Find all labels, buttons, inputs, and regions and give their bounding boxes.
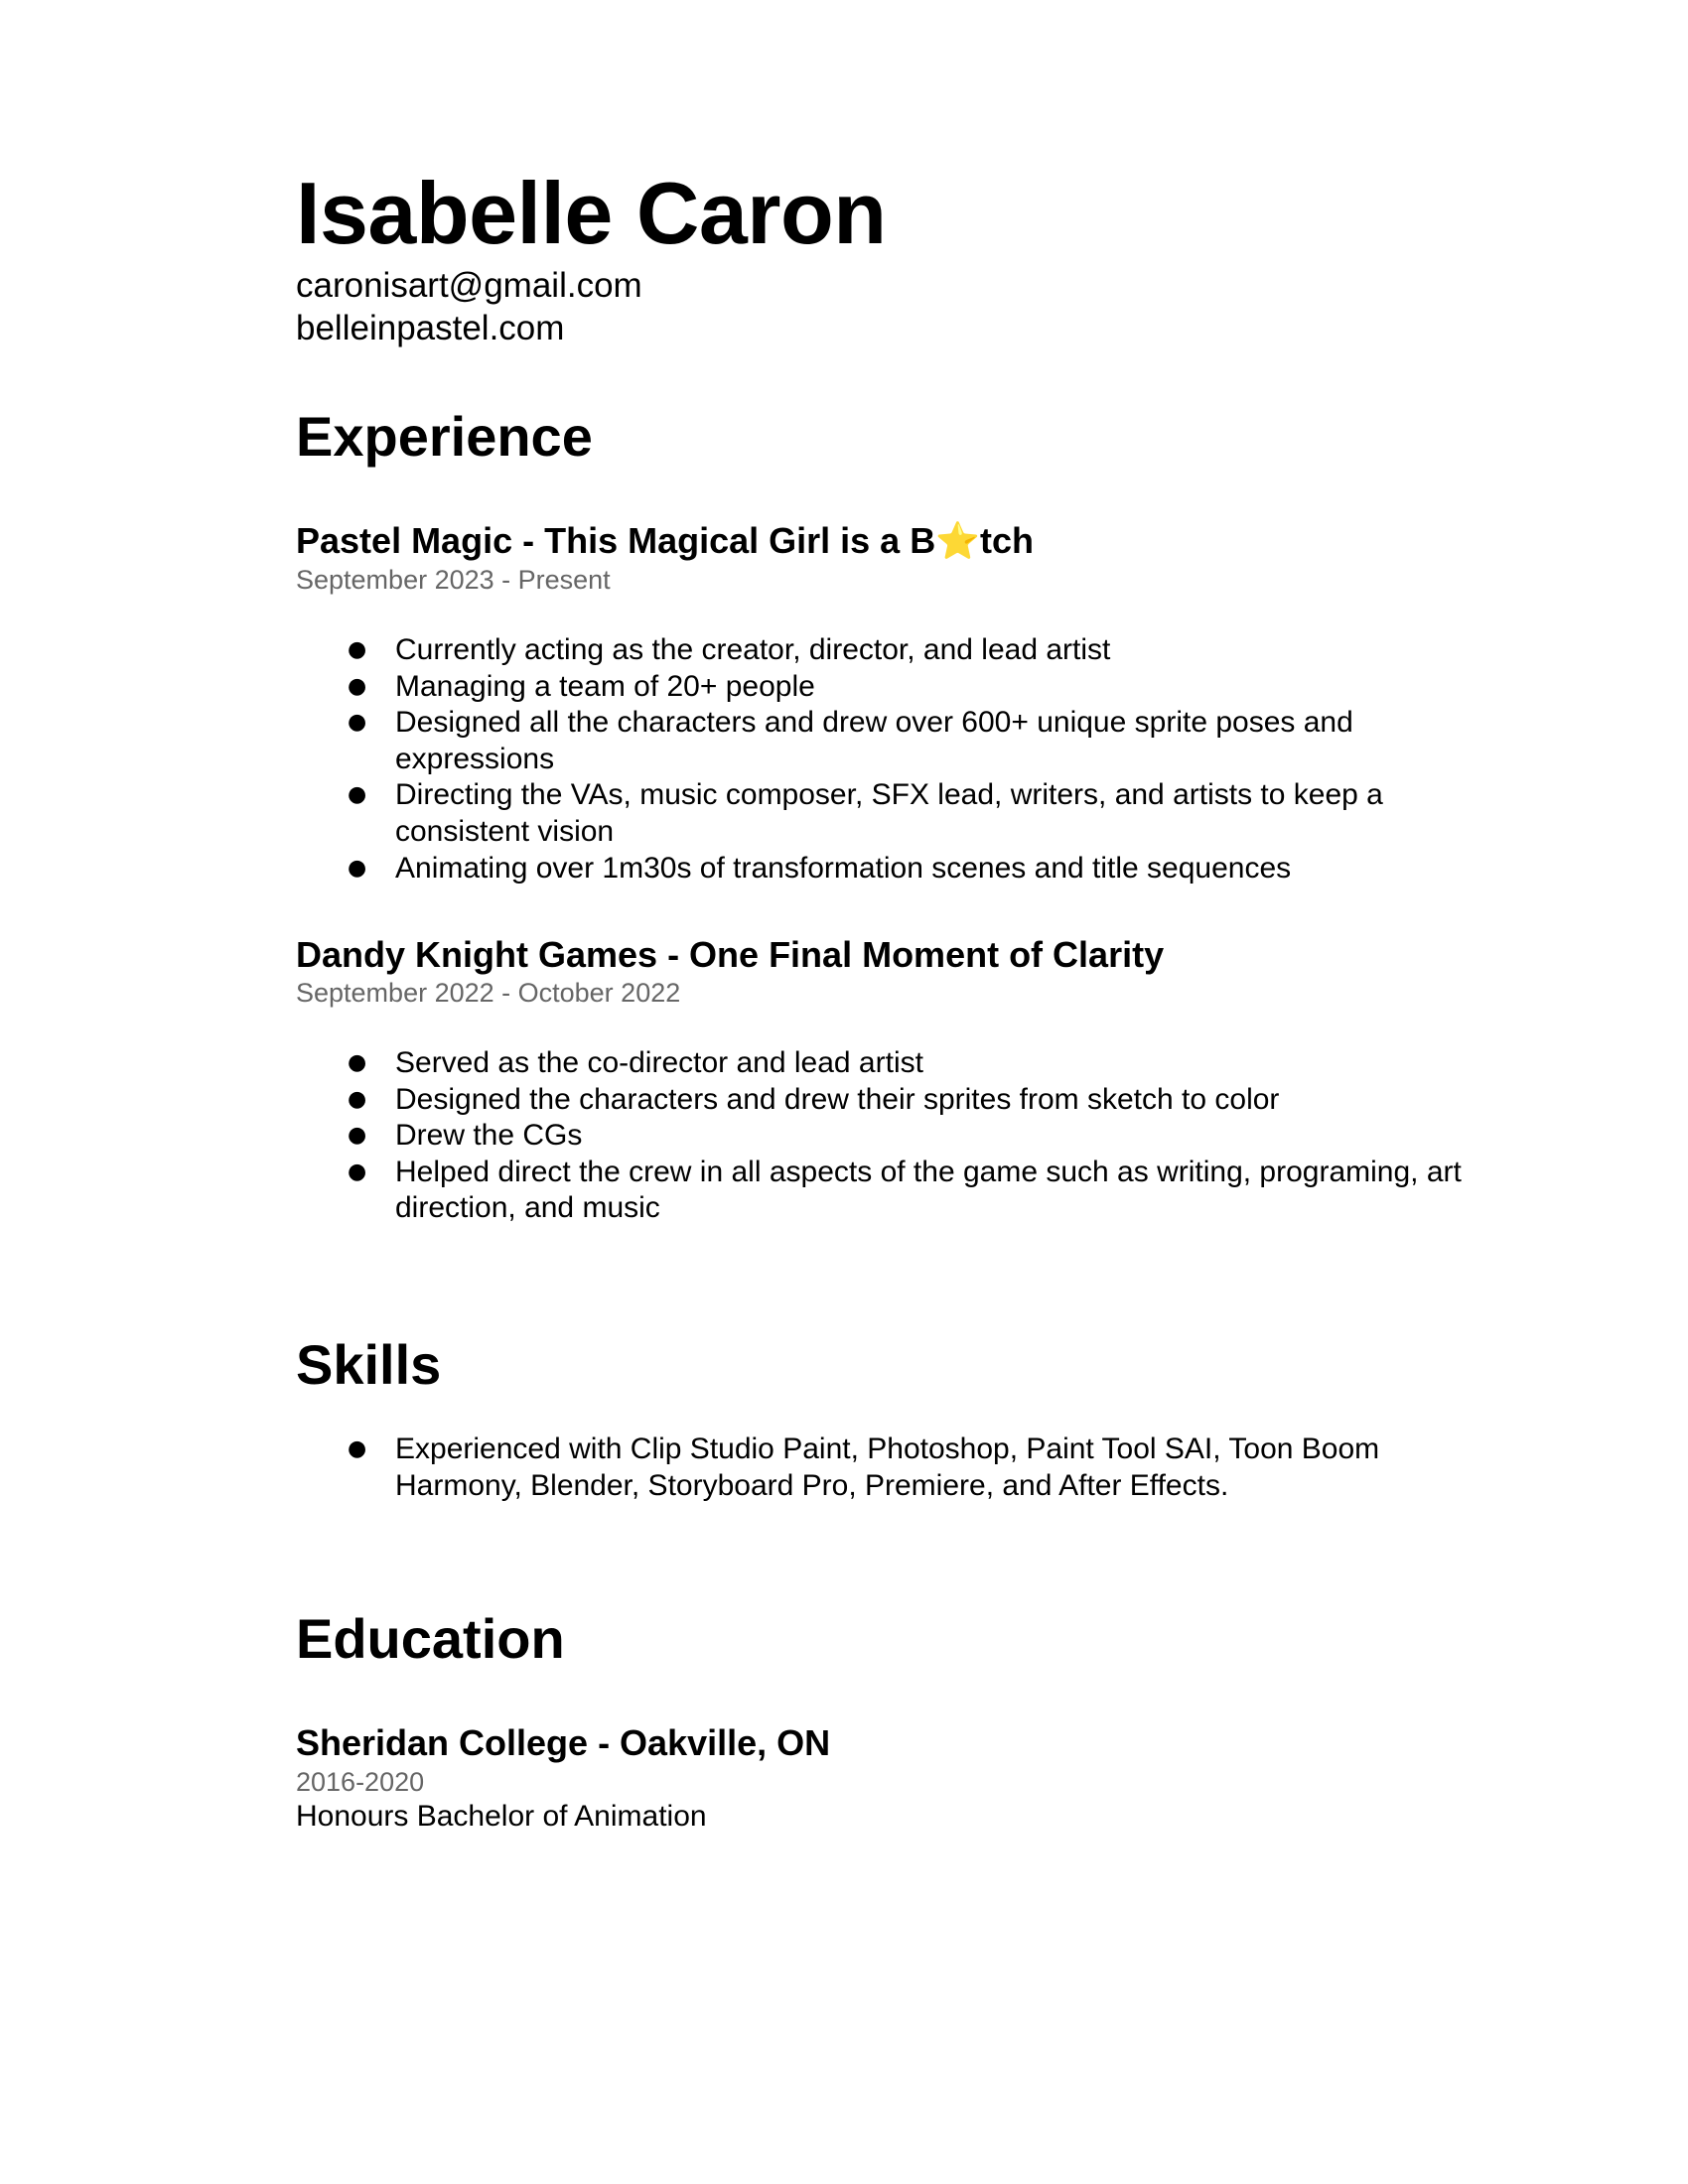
job-bullets-pastel-magic: [296, 632, 1507, 887]
list-item: ● Designed the characters and drew their sprites from sketch to color: [296, 1082, 1507, 1119]
contact-website: belleinpastel.com: [296, 309, 565, 347]
job-dates-dandy-knight: September 2022 - October 2022: [296, 978, 681, 1008]
list-item: ● Managing a team of 20+ people: [296, 669, 1507, 706]
experience-heading: Experience: [296, 405, 593, 468]
list-item: ● Helped direct the crew in all aspects of the game such as writing, programing, art direction, and music: [296, 1155, 1507, 1227]
job-title-dandy-knight: Dandy Knight Games - One Final Moment of Clarity: [296, 934, 1165, 975]
list-item: ● Currently acting as the creator, director, and lead artist: [296, 632, 1507, 669]
list-item: ● Designed all the characters and drew over 600+ unique sprite poses and expressions: [296, 705, 1507, 777]
job-bullets-dandy-knight: [296, 1045, 1507, 1227]
skills-heading: Skills: [296, 1333, 442, 1396]
skills-bullets: [296, 1432, 1507, 1504]
resume-name: Isabelle Caron: [296, 164, 887, 262]
star-icon: ⭐: [935, 521, 981, 562]
education-school: Sheridan College - Oakville, ON: [296, 1722, 831, 1763]
education-degree: Honours Bachelor of Animation: [296, 1800, 707, 1833]
contact-email: caronisart@gmail.com: [296, 266, 642, 305]
list-item: ● Directing the VAs, music composer, SFX lead, writers, and artists to keep a consistent vision: [296, 777, 1507, 850]
job-title-pastel-magic: [296, 519, 1034, 564]
job-dates-pastel-magic: September 2023 - Present: [296, 565, 611, 595]
job-title-part-1: Pastel Magic - This Magical Girl is a B: [296, 520, 936, 561]
education-heading: Education: [296, 1607, 565, 1670]
list-item: ● Animating over 1m30s of transformation scenes and title sequences: [296, 851, 1507, 887]
list-item: ● Drew the CGs: [296, 1118, 1507, 1155]
list-item: ● Served as the co-director and lead artist: [296, 1045, 1507, 1082]
job-title-part-2: tch: [980, 520, 1035, 561]
list-item: ● Experienced with Clip Studio Paint, Photoshop, Paint Tool SAI, Toon Boom Harmony, Blender, Storyboard Pro, Premiere, and After Effects.: [296, 1432, 1507, 1504]
education-years: 2016-2020: [296, 1767, 425, 1797]
